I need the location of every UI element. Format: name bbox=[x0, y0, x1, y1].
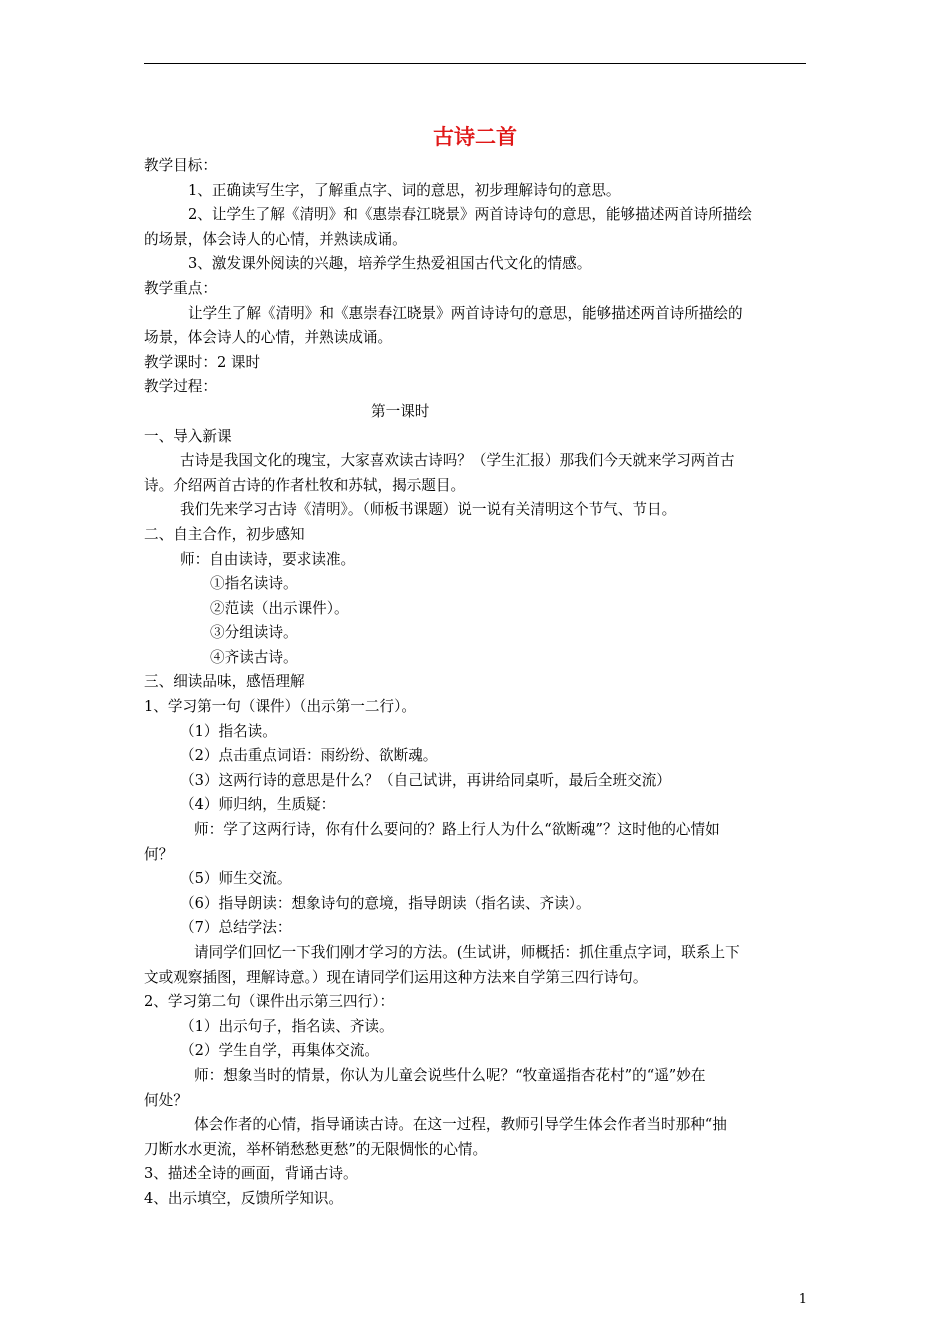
teacher-question bbox=[144, 818, 806, 867]
step-2-heading: 二、自主合作，初步感知 bbox=[144, 525, 305, 543]
key-point-paragraph bbox=[144, 302, 806, 351]
author-feeling-line-2: 刀断水水更流，举杯销愁愁更愁”的无限惆怅的心情。 bbox=[144, 1140, 488, 1158]
teacher-imagine-line-1: 师：想象当时的情景，你认为儿童会说些什么呢？“牧童遥指杏花村”的“遥”妙在 bbox=[194, 1066, 706, 1084]
objective-2-line-1: 2、让学生了解《清明》和《惠崇春江晓景》两首诗诗句的意思，能够描述两首诗所描绘 bbox=[188, 206, 752, 224]
step-2-teacher: 师：自由读诗，要求读准。 bbox=[180, 550, 356, 568]
lesson-hours: 教学课时：2 课时 bbox=[144, 353, 261, 371]
method-summary-line-2: 文或观察插图，理解诗意。）现在请同学们运用这种方法来自学第三四行诗句。 bbox=[144, 968, 648, 986]
step-3-sub-1-item-5: （5）师生交流。 bbox=[180, 870, 292, 888]
section-heading-objectives: 教学目标： bbox=[144, 157, 217, 174]
header-rule bbox=[144, 63, 806, 64]
step-3-sub-1-item-4: （4）师归纳，生质疑： bbox=[180, 796, 336, 814]
step-2-item-4: ④齐读古诗。 bbox=[210, 648, 298, 666]
step-3-sub-2-item-1: （1）出示句子，指名读、齐读。 bbox=[180, 1017, 394, 1035]
step-3-sub-2-item-2: （2）学生自学，再集体交流。 bbox=[180, 1042, 380, 1060]
step-3-sub-1-item-7: （7）总结学法： bbox=[180, 919, 292, 937]
method-summary-line-1: 请同学们回忆一下我们刚才学习的方法。(生试讲，师概括：抓住重点字词，联系上下 bbox=[194, 944, 740, 961]
step-3-sub-1-item-6: （6）指导朗读：想象诗句的意境，指导朗读（指名读、齐读）。 bbox=[180, 894, 591, 912]
teacher-question-line-2: 何？ bbox=[144, 845, 174, 863]
step-2-item-1: ①指名读诗。 bbox=[210, 575, 298, 593]
key-point-line-1: 让学生了解《清明》和《惠崇春江晓景》两首诗诗句的意思，能够描述两首诗所描绘的 bbox=[188, 304, 743, 322]
document-title: 古诗二首 bbox=[433, 125, 517, 149]
author-feeling bbox=[144, 1113, 806, 1162]
step-3-sub-1: 1、学习第一句（课件）（出示第一二行）。 bbox=[144, 698, 416, 716]
teacher-imagine-line-2: 何处？ bbox=[144, 1091, 188, 1109]
objective-1: 1、正确读写生字，了解重点字、词的意思，初步理解诗句的意思。 bbox=[188, 181, 621, 199]
step-1-paragraph bbox=[144, 449, 806, 498]
page-number: 1 bbox=[798, 1292, 807, 1307]
step-1-heading: 一、导入新课 bbox=[144, 427, 232, 445]
step-3-sub-4: 4、出示填空，反馈所学知识。 bbox=[144, 1189, 344, 1207]
author-feeling-line-1: 体会作者的心情，指导诵读古诗。在这一过程，教师引导学生体会作者当时那种“抽 bbox=[194, 1116, 727, 1134]
method-summary bbox=[144, 941, 806, 990]
step-3-sub-1-item-3: （3）这两行诗的意思是什么？（自己试讲，再讲给同桌听，最后全班交流） bbox=[180, 771, 671, 789]
teacher-question-line-1: 师：学了这两行诗，你有什么要问的？路上行人为什么“欲断魂”？这时他的心情如 bbox=[194, 821, 720, 839]
step-3-sub-1-item-1: （1）指名读。 bbox=[180, 722, 277, 740]
step-3-sub-3: 3、描述全诗的画面，背诵古诗。 bbox=[144, 1165, 358, 1183]
objective-2-line-2: 的场景，体会诗人的心情，并熟读成诵。 bbox=[144, 230, 407, 248]
step-1-line-2: 诗。介绍两首古诗的作者杜牧和苏轼，揭示题目。 bbox=[144, 476, 466, 494]
step-3-sub-2: 2、学习第二句（课件出示第三四行）： bbox=[144, 993, 395, 1011]
key-point-line-2: 场景，体会诗人的心情，并熟读成诵。 bbox=[144, 329, 393, 347]
section-heading-process: 教学过程： bbox=[144, 378, 217, 396]
step-2-item-3: ③分组读诗。 bbox=[210, 624, 298, 642]
step-1-line-1: 古诗是我国文化的瑰宝，大家喜欢读古诗吗？（学生汇报）那我们今天就来学习两首古 bbox=[180, 452, 735, 470]
step-3-heading: 三、细读品味，感悟理解 bbox=[144, 673, 305, 691]
teacher-imagine bbox=[144, 1064, 806, 1113]
objective-2 bbox=[144, 203, 806, 252]
lesson-subtitle: 第一课时 bbox=[371, 402, 430, 420]
step-1-paragraph-2: 我们先来学习古诗《清明》。（师板书课题）说一说有关清明这个节气、节日。 bbox=[180, 501, 677, 519]
step-3-sub-1-item-2: （2）点击重点词语：雨纷纷、欲断魂。 bbox=[180, 747, 438, 765]
step-2-item-2: ②范读（出示课件）。 bbox=[210, 599, 349, 617]
objective-3: 3、激发课外阅读的兴趣，培养学生热爱祖国古代文化的情感。 bbox=[188, 255, 592, 273]
section-heading-key-points: 教学重点： bbox=[144, 279, 217, 297]
document-body bbox=[144, 120, 806, 1212]
